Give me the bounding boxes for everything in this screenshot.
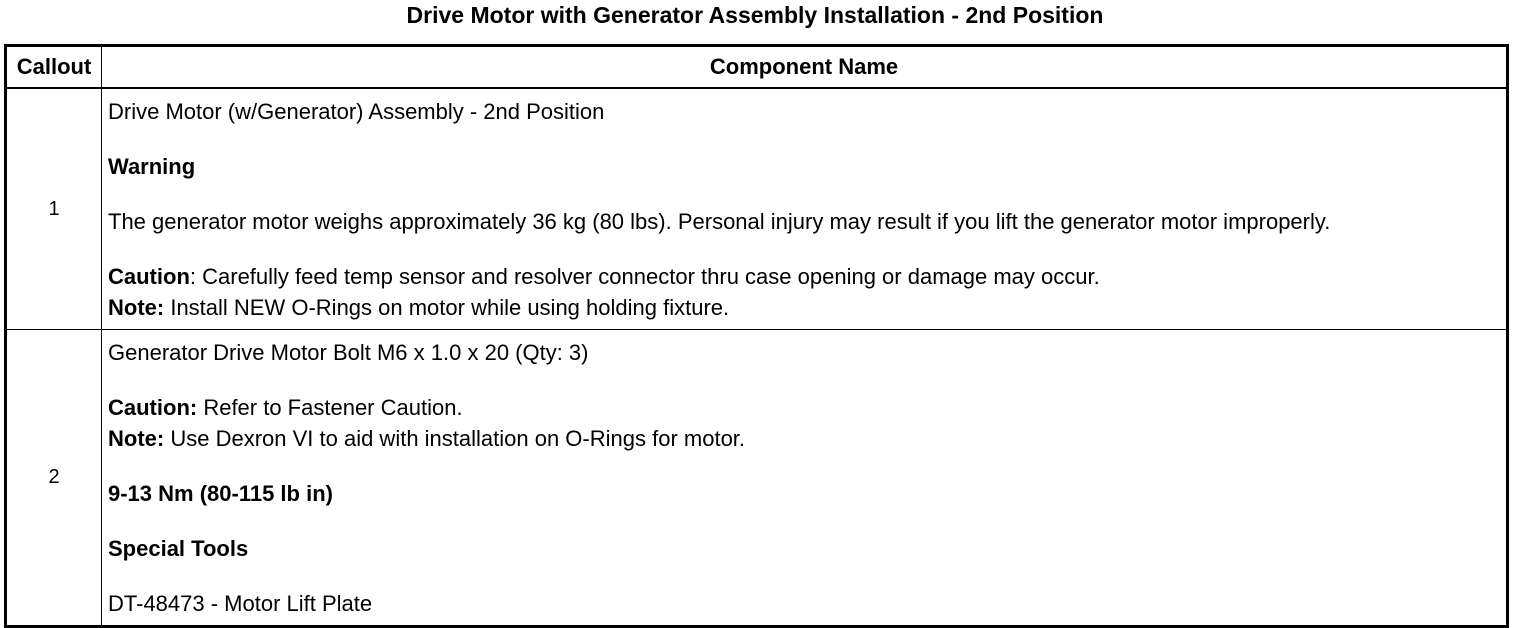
caution-text: Refer to Fastener Caution. xyxy=(197,395,463,420)
caution-text: : Carefully feed temp sensor and resolver connector thru case opening or damage may occur. xyxy=(189,264,1100,289)
component-name-column-header: Component Name xyxy=(102,46,1508,89)
caution-label: Caution xyxy=(108,264,190,289)
warning-text: The generator motor weighs approximately 36 kg (80 lbs). Personal injury may result if you lift the generator motor improperly. xyxy=(108,209,1331,234)
warning-label: Warning xyxy=(108,154,196,179)
callout-number: 1 xyxy=(6,88,102,330)
table-header-row xyxy=(6,46,1508,89)
callout-number: 2 xyxy=(6,330,102,627)
special-tool-item: DT-48473 - Motor Lift Plate xyxy=(108,591,373,616)
torque-spec: 9-13 Nm (80-115 lb in) xyxy=(108,481,333,506)
caution-line xyxy=(108,392,1506,423)
note-label: Note: xyxy=(108,426,165,451)
document-title: Drive Motor with Generator Assembly Installation - 2nd Position xyxy=(406,2,1104,28)
caution-line xyxy=(108,261,1506,292)
caution-label: Caution: xyxy=(108,395,198,420)
note-text: Use Dexron VI to aid with installation on O-Rings for motor. xyxy=(164,426,746,451)
note-label: Note: xyxy=(108,295,165,320)
component-cell xyxy=(102,330,1508,627)
component-name: Drive Motor (w/Generator) Assembly - 2nd Position xyxy=(108,99,605,124)
note-line xyxy=(108,292,1506,323)
special-tools-label: Special Tools xyxy=(108,536,249,561)
component-cell xyxy=(102,88,1508,330)
note-line xyxy=(108,423,1506,454)
component-table xyxy=(4,44,1509,628)
table-row xyxy=(6,88,1508,330)
callout-column-header: Callout xyxy=(6,46,102,89)
table-row xyxy=(6,330,1508,627)
component-name: Generator Drive Motor Bolt M6 x 1.0 x 20 (Qty: 3) xyxy=(108,340,589,365)
note-text: Install NEW O-Rings on motor while using holding fixture. xyxy=(164,295,730,320)
